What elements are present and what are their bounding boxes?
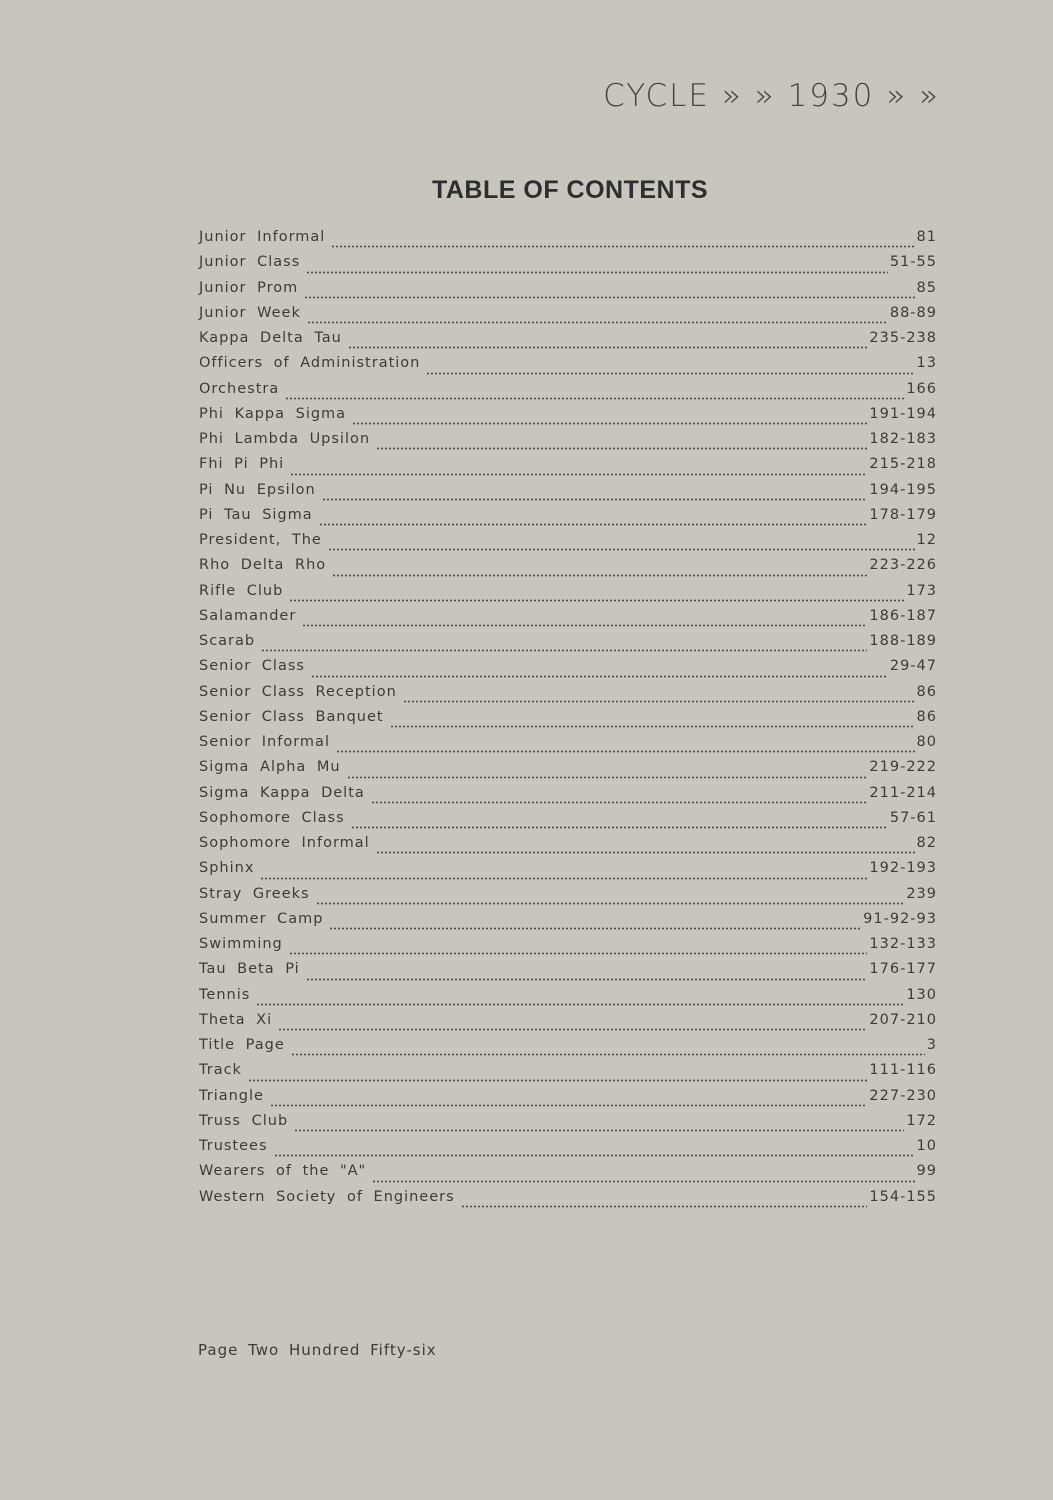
entry-page: 88-89 [889,304,937,321]
entry-page: 207-210 [869,1011,937,1028]
toc-entry [199,709,937,734]
dot-leader [351,826,888,829]
entry-title: President, The [199,532,322,548]
entry-page: 86 [916,708,937,725]
entry-page: 99 [916,1163,937,1180]
toc-entry [199,886,937,911]
toc-entry [199,229,937,254]
entry-title: Senior Class Reception [199,683,397,700]
dot-leader [336,750,915,753]
entry-page: 82 [916,835,937,851]
entry-title: Senior Class [199,658,305,675]
entry-title: Truss Club [199,1112,289,1129]
dot-leader [319,523,868,526]
entry-title: Title Page [199,1037,285,1053]
entry-title: Track [199,1062,242,1079]
entry-page: 111-116 [869,1062,937,1079]
entry-title: Pi Tau Sigma [199,506,313,523]
dot-leader [294,1129,904,1132]
dot-leader [291,1053,925,1056]
toc-entry [199,785,937,810]
dot-leader [348,346,868,349]
toc-entry [199,658,937,683]
dot-leader [331,245,914,248]
entry-title: Sigma Alpha Mu [199,759,341,776]
dot-leader [278,1028,867,1031]
entry-title: Western Society of Engineers [199,1188,455,1205]
entry-title: Pi Nu Epsilon [199,481,316,498]
toc-entry [199,355,937,380]
entry-page: 172 [906,1112,937,1129]
entry-page: 81 [916,229,937,245]
toc-entry [199,1189,937,1214]
entry-page: 130 [906,986,937,1003]
dot-leader [316,902,905,905]
dot-leader [302,624,867,627]
entry-title: Phi Kappa Sigma [199,405,347,422]
entry-page: 12 [916,532,937,548]
entry-title: Senior Class Banquet [199,708,384,725]
toc-entry [199,1088,937,1113]
entry-page: 235-238 [869,330,937,346]
entry-page: 86 [916,683,937,700]
entry-page: 132-133 [869,936,937,952]
toc-entry [199,860,937,885]
toc-entry [199,1138,937,1163]
entry-title: Sphinx [199,860,255,877]
toc-entry [199,936,937,961]
entry-page: 10 [916,1138,937,1154]
entry-title: Rifle Club [199,582,284,599]
entry-title: Sigma Kappa Delta [199,784,365,801]
dot-leader [461,1205,868,1208]
toc-entry [199,507,937,532]
entry-title: Orchestra [199,380,280,397]
entry-page: 223-226 [869,557,937,574]
dot-leader [306,978,868,981]
entry-page: 166 [906,380,937,397]
dot-leader [352,422,867,425]
dot-leader [248,1079,867,1082]
entry-title: Tennis [199,986,251,1003]
toc-entry [199,608,937,633]
toc-entry [199,987,937,1012]
toc-entry [199,305,937,330]
entry-page: 227-230 [869,1087,937,1104]
toc-entry [199,734,937,759]
entry-page: 29-47 [889,658,937,675]
dot-leader [307,321,888,324]
entry-page: 182-183 [869,431,937,447]
toc-entry [199,280,937,305]
entry-page: 176-177 [869,961,937,978]
dot-leader [285,397,904,400]
entry-page: 85 [916,279,937,296]
toc-entry [199,254,937,279]
toc-entry [199,1012,937,1037]
toc-entry [199,1113,937,1138]
dot-leader [261,649,867,652]
entry-title: Salamander [199,607,297,624]
running-header: CYCLE » » 1930 » » [603,78,940,114]
dot-leader [390,725,915,728]
toc-entry [199,684,937,709]
dot-leader [311,675,888,678]
toc-entry [199,583,937,608]
toc-entry [199,381,937,406]
dot-leader [371,801,868,804]
entry-page: 173 [906,582,937,599]
dot-leader [304,296,914,299]
entry-title: Tau Beta Pi [199,961,300,978]
toc-entry [199,759,937,784]
dot-leader [329,927,861,930]
entry-title: Fhi Pi Phi [199,456,285,473]
toc-entry [199,532,937,557]
entry-page: 51-55 [889,254,937,271]
toc-entry [199,810,937,835]
dot-leader [376,447,867,450]
entry-page: 13 [916,355,937,372]
dot-leader [289,599,904,602]
toc-entry [199,961,937,986]
entry-title: Junior Class [199,254,301,271]
entry-title: Kappa Delta Tau [199,330,342,346]
dot-leader [306,271,888,274]
toc-entry [199,1163,937,1188]
dot-leader [322,498,868,501]
dot-leader [328,548,915,551]
toc-entry [199,557,937,582]
page-number-footer: Page Two Hundred Fifty-six [198,1341,437,1359]
entry-page: 186-187 [869,607,937,624]
entry-page: 80 [916,734,937,750]
entry-title: Wearers of the "A" [199,1163,367,1180]
toc-entry [199,330,937,355]
entry-page: 57-61 [889,809,937,826]
entry-title: Triangle [199,1087,264,1104]
toc-entry [199,406,937,431]
dot-leader [332,574,867,577]
entry-page: 188-189 [869,633,937,649]
entry-page: 215-218 [869,456,937,473]
entry-page: 194-195 [869,481,937,498]
entry-title: Trustees [199,1138,268,1154]
entry-page: 192-193 [869,860,937,877]
toc-entry [199,1062,937,1087]
entry-title: Phi Lambda Upsilon [199,431,371,447]
entry-title: Sophomore Informal [199,835,370,851]
entry-page: 91-92-93 [863,910,937,927]
dot-leader [347,776,868,779]
dot-leader [289,952,868,955]
entry-title: Junior Week [199,304,301,321]
entry-page: 178-179 [869,506,937,523]
toc-entry [199,456,937,481]
toc-entry [199,835,937,860]
entry-page: 211-214 [869,784,937,801]
toc-entry [199,633,937,658]
dot-leader [403,700,915,703]
entry-title: Officers of Administration [199,355,421,372]
entry-page: 3 [926,1037,937,1053]
entry-title: Sophomore Class [199,809,345,826]
page-title: TABLE OF CONTENTS [431,176,709,204]
entry-page: 239 [906,885,937,902]
dot-leader [256,1003,904,1006]
entry-page: 191-194 [869,405,937,422]
entry-title: Junior Prom [199,279,299,296]
entry-title: Swimming [199,936,283,952]
entry-page: 154-155 [869,1188,937,1205]
entry-title: Scarab [199,633,256,649]
entry-title: Summer Camp [199,910,324,927]
dot-leader [270,1104,867,1107]
dot-leader [260,877,867,880]
entry-title: Junior Informal [199,229,326,245]
entry-title: Stray Greeks [199,885,310,902]
toc-entry [199,911,937,936]
entry-title: Theta Xi [199,1011,273,1028]
table-of-contents [199,229,937,1214]
dot-leader [376,851,915,854]
entry-page: 219-222 [869,759,937,776]
dot-leader [426,372,914,375]
dot-leader [372,1180,914,1183]
toc-entry [199,482,937,507]
entry-title: Rho Delta Rho [199,557,327,574]
entry-title: Senior Informal [199,734,330,750]
toc-entry [199,431,937,456]
toc-entry [199,1037,937,1062]
dot-leader [274,1154,915,1157]
dot-leader [290,473,867,476]
